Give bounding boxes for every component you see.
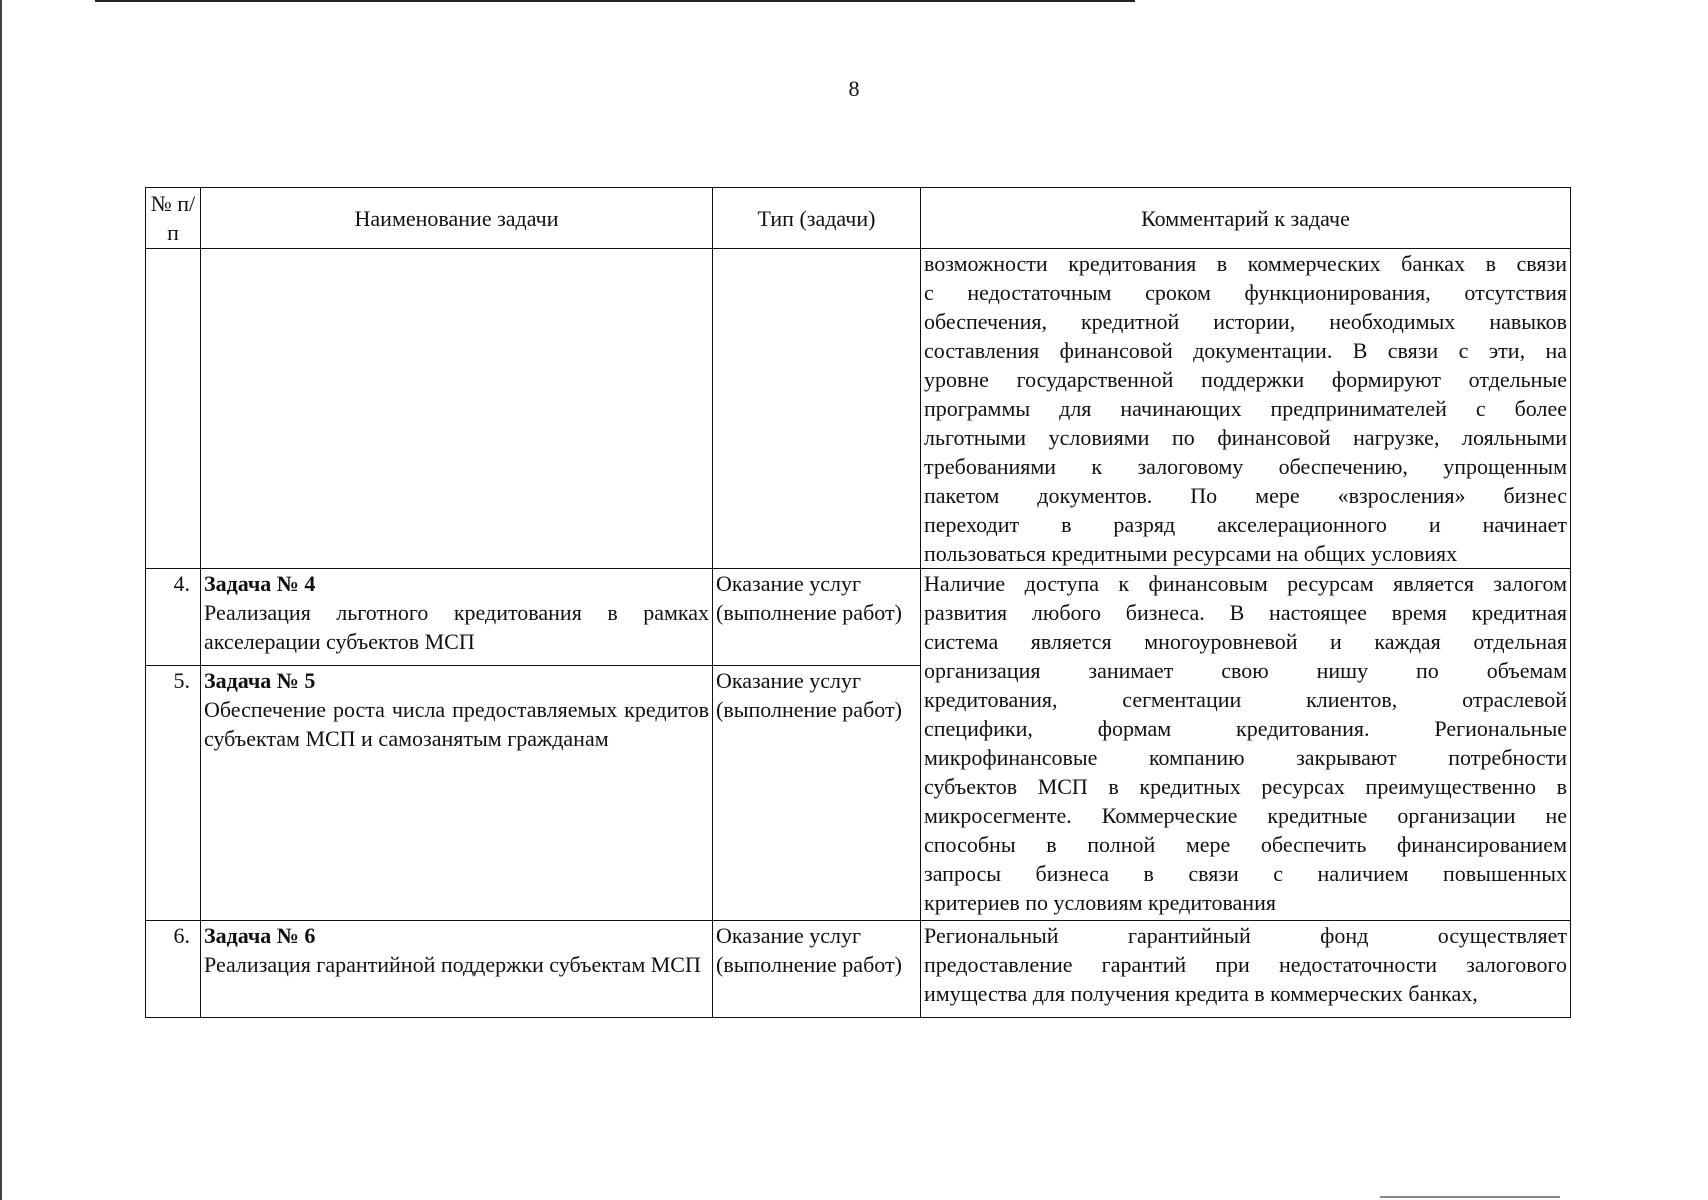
comment-line: программы для начинающих предпринимателей с более [924, 396, 1567, 421]
row-number: 6. [146, 921, 201, 1018]
page-left-edge [0, 0, 2, 1200]
comment-line: кредитования, сегментации клиентов, отраслевой [924, 687, 1567, 712]
comment-line: пользоваться кредитными ресурсами на общих условиях [924, 541, 1458, 566]
row-number: 4. [146, 569, 201, 666]
task-name: Реализация льготного кредитования в рамках акселерации субъектов МСП [204, 600, 709, 654]
empty-type-cell [713, 249, 921, 569]
table-row-task-4 [146, 569, 1571, 666]
comment-line: предоставление гарантий при недостаточности залогового [924, 952, 1567, 977]
task-name: Реализация гарантийной поддержки субъектам МСП [204, 952, 701, 977]
comment-line: льготными условиями по финансовой нагрузке, лояльными [924, 425, 1567, 450]
table-row-continuation [146, 249, 1571, 569]
top-rule [95, 0, 1135, 2]
task-type-cell: Оказание услуг (выполнение работ) [713, 921, 921, 1018]
comment-cell-task-6 [921, 921, 1571, 1018]
comment-line: возможности кредитования в коммерческих банках в связи [924, 251, 1567, 276]
task-type-cell: Оказание услуг (выполнение работ) [713, 569, 921, 666]
task-name-cell [201, 921, 713, 1018]
comment-line: с недостаточным сроком функционирования, отсутствия [924, 280, 1567, 305]
table-row-task-6 [146, 921, 1571, 1018]
page-number: 8 [848, 76, 860, 101]
task-name: Обеспечение роста числа предоставляемых кредитов субъектам МСП и самозанятым гражданам [204, 697, 709, 751]
comment-line: микрофинансовые компанию закрывают потребности [924, 745, 1567, 770]
comment-line: обеспечения, кредитной истории, необходимых навыков [924, 309, 1567, 334]
comment-line: имущества для получения кредита в коммерческих банках, [924, 981, 1478, 1006]
comment-line: составления финансовой документации. В связи с эти, на [924, 338, 1567, 363]
comment-line: специфики, формам кредитования. Региональные [924, 716, 1567, 741]
task-title: Задача № 6 [204, 923, 316, 948]
comment-line: способны в полной мере обеспечить финансированием [924, 832, 1567, 857]
comment-line: система является многоуровневой и каждая отдельная [924, 629, 1567, 654]
comment-cell-tasks-4-5 [921, 569, 1571, 921]
comment-line: критериев по условиям кредитования [924, 890, 1276, 915]
task-type-cell: Оказание услуг (выполнение работ) [713, 666, 921, 921]
header-num: № п/п [146, 188, 201, 249]
comment-line: Наличие доступа к финансовым ресурсам является залогом [924, 571, 1567, 596]
table-header-row [146, 188, 1571, 249]
row-number: 5. [146, 666, 201, 921]
scan-artifact-mark [1380, 1196, 1560, 1198]
comment-line: Региональный гарантийный фонд осуществляет [924, 923, 1567, 948]
comment-line: переходит в разряд акселерационного и начинает [924, 512, 1567, 537]
task-name-cell [201, 666, 713, 921]
comment-line: организация занимает свою нишу по объемам [924, 658, 1567, 683]
comment-line: запросы бизнеса в связи с наличием повышенных [924, 861, 1567, 886]
task-table [145, 187, 1571, 1018]
comment-line: требованиями к залоговому обеспечению, упрощенным [924, 454, 1567, 479]
continued-comment-cell [921, 249, 1571, 569]
header-comment: Комментарий к задаче [921, 188, 1571, 249]
task-title: Задача № 5 [204, 668, 316, 693]
comment-line: развития любого бизнеса. В настоящее время кредитная [924, 600, 1567, 625]
task-title: Задача № 4 [204, 571, 316, 596]
task-name-cell [201, 569, 713, 666]
comment-line: пакетом документов. По мере «взросления» бизнес [924, 483, 1567, 508]
empty-num-cell [146, 249, 201, 569]
comment-line: микросегменте. Коммерческие кредитные организации не [924, 803, 1567, 828]
header-name: Наименование задачи [201, 188, 713, 249]
comment-line: субъектов МСП в кредитных ресурсах преимущественно в [924, 774, 1567, 799]
comment-line: уровне государственной поддержки формируют отдельные [924, 367, 1567, 392]
header-type: Тип (задачи) [713, 188, 921, 249]
empty-name-cell [201, 249, 713, 569]
